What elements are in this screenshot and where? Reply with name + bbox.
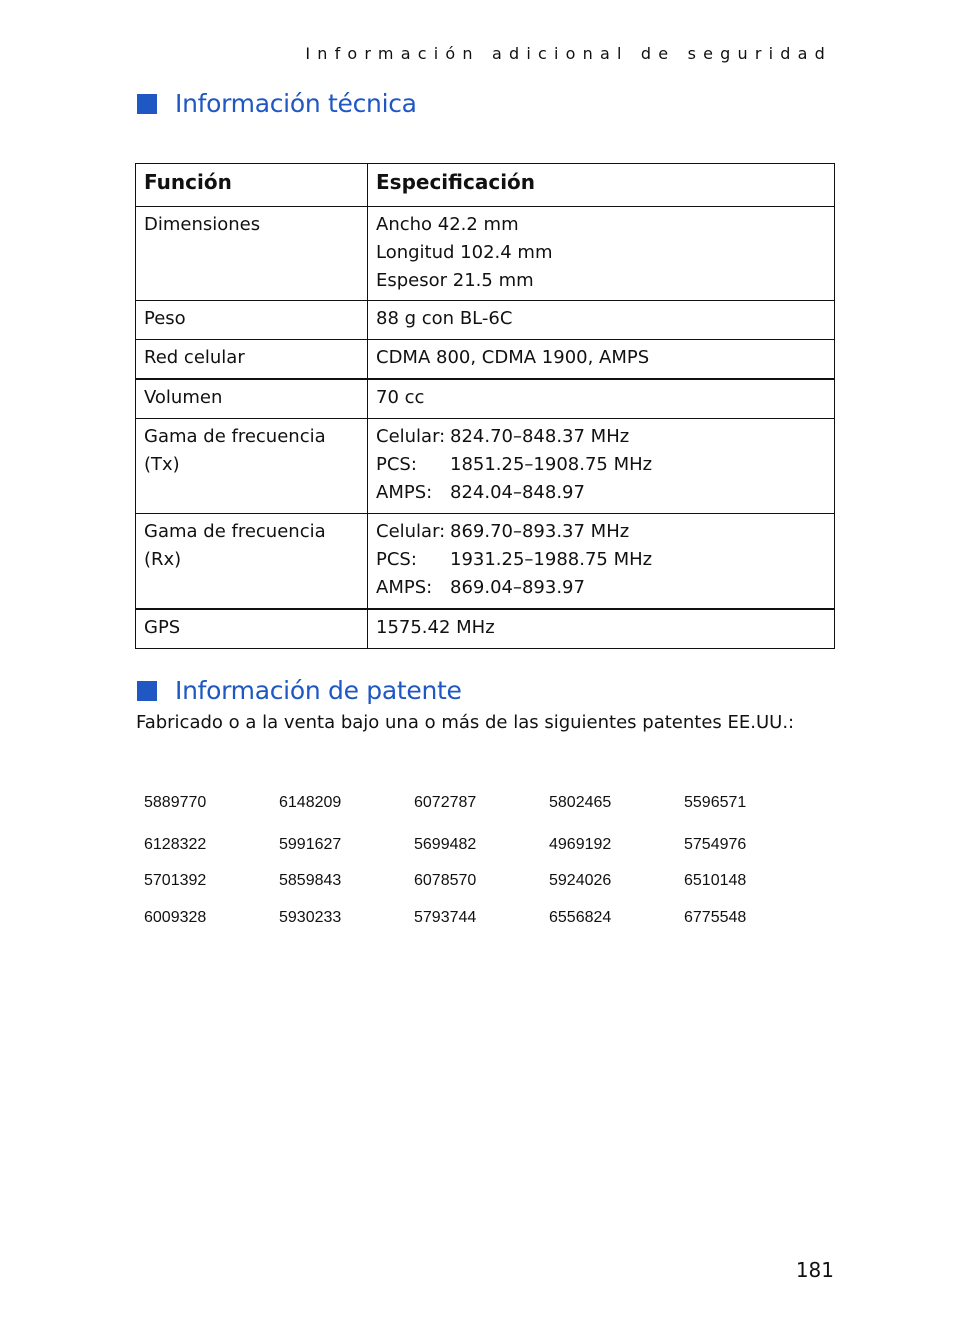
section-title: Información de patente (175, 676, 462, 705)
spec-cell (368, 609, 835, 649)
spec-value: 824.04–848.97 (450, 482, 585, 503)
table-row (136, 207, 835, 301)
spec-line (376, 423, 826, 451)
patent-number: 5930233 (279, 909, 342, 926)
feature-cell: Volumen (136, 379, 368, 419)
spec-line (376, 518, 826, 546)
spec-value: 1851.25–1908.75 MHz (450, 454, 653, 475)
patent-number: 5889770 (144, 794, 207, 811)
column-header: Función (136, 164, 368, 207)
spec-cell (368, 514, 835, 610)
patent-number: 6128322 (144, 836, 207, 853)
patent-number: 6148209 (279, 794, 342, 811)
patent-number: 5793744 (414, 909, 477, 926)
table-row (136, 419, 835, 514)
table-row (136, 379, 835, 419)
spec-label: Celular: (376, 521, 446, 542)
spec-cell (368, 340, 835, 380)
feature-cell: Red celular (136, 340, 368, 380)
feature-cell: Gama de frecuencia (Rx) (136, 514, 368, 610)
patent-number: 6775548 (684, 909, 747, 926)
spec-line (376, 451, 826, 479)
feature-cell: GPS (136, 609, 368, 649)
spec-cell (368, 301, 835, 340)
page-number: 181 (795, 1258, 834, 1282)
spec-line: Ancho 42.2 mm (376, 214, 519, 235)
spec-line (376, 546, 826, 574)
spec-line: Espesor 21.5 mm (376, 270, 534, 291)
spec-label: AMPS: (376, 577, 433, 598)
spec-line: CDMA 800, CDMA 1900, AMPS (376, 347, 650, 368)
table-row (136, 340, 835, 380)
spec-cell (368, 379, 835, 419)
spec-label: PCS: (376, 549, 417, 570)
spec-value: 824.70–848.37 MHz (450, 426, 630, 447)
section-title: Información técnica (175, 89, 417, 118)
patent-number: 5802465 (549, 794, 612, 811)
patent-number: 5754976 (684, 836, 747, 853)
patent-number: 5991627 (279, 836, 342, 853)
spec-table (135, 163, 835, 649)
table-row (136, 514, 835, 610)
table-header-row (136, 164, 835, 207)
section-heading-patent (137, 676, 462, 705)
section-heading-technical (137, 89, 417, 118)
spec-line (376, 574, 826, 602)
patent-number: 6556824 (549, 909, 612, 926)
running-head: Información adicional de seguridad (305, 44, 832, 63)
spec-cell (368, 419, 835, 514)
patent-intro: Fabricado o a la venta bajo una o más de las siguientes patentes EE.UU.: (136, 712, 795, 733)
square-bullet-icon (137, 681, 157, 701)
spec-label: PCS: (376, 454, 417, 475)
table-row (136, 609, 835, 649)
spec-line: 70 cc (376, 387, 425, 408)
feature-cell: Peso (136, 301, 368, 340)
spec-line: Longitud 102.4 mm (376, 242, 553, 263)
patent-number: 5699482 (414, 836, 477, 853)
patent-number: 5701392 (144, 872, 207, 889)
spec-value: 1931.25–1988.75 MHz (450, 549, 653, 570)
spec-cell (368, 207, 835, 301)
feature-cell: Dimensiones (136, 207, 368, 301)
spec-value: 869.04–893.97 (450, 577, 585, 598)
column-header: Especificación (368, 164, 835, 207)
patent-number: 6009328 (144, 909, 207, 926)
patent-number: 5924026 (549, 872, 612, 889)
patent-number: 5596571 (684, 794, 747, 811)
spec-line: 88 g con BL-6C (376, 308, 513, 329)
table-row (136, 301, 835, 340)
patent-number: 4969192 (549, 836, 612, 853)
square-bullet-icon (137, 94, 157, 114)
patent-number: 6510148 (684, 872, 747, 889)
patent-number: 6072787 (414, 794, 477, 811)
patent-number: 6078570 (414, 872, 477, 889)
spec-line (376, 479, 826, 507)
spec-line: 1575.42 MHz (376, 617, 495, 638)
spec-label: Celular: (376, 426, 446, 447)
feature-cell: Gama de frecuencia (Tx) (136, 419, 368, 514)
patent-number: 5859843 (279, 872, 342, 889)
spec-value: 869.70–893.37 MHz (450, 521, 630, 542)
spec-label: AMPS: (376, 482, 433, 503)
